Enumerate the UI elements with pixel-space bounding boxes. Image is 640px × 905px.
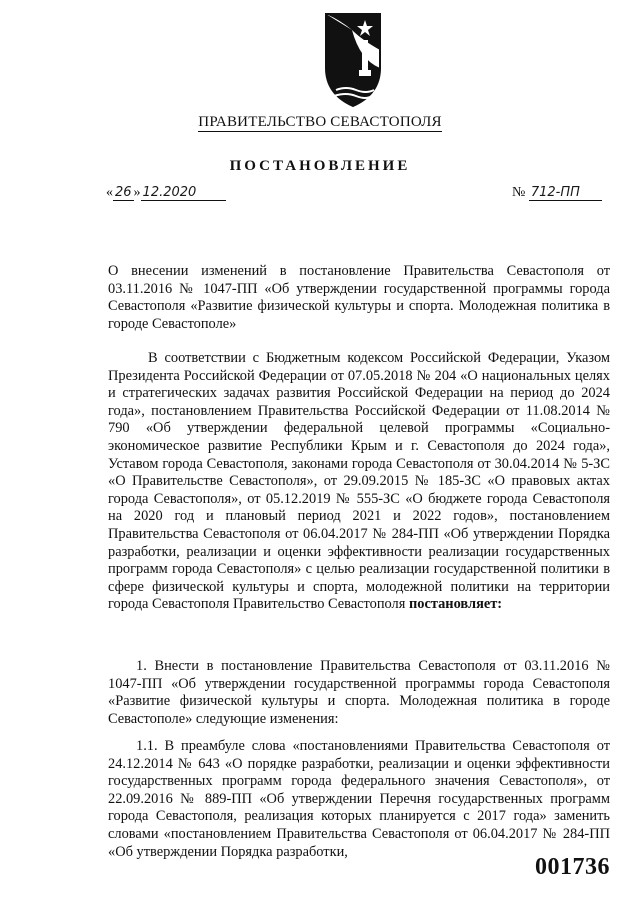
clause-1-1: 1.1. В преамбуле слова «постановлениями Правительства Севастополя от 24.12.2014 № 643 «О порядке разработки, реализации и оценки эффективности государственных программ города федерального значения Севастополя», от 22.09.2016 № 889-ПП «Об утверждении Перечня государственных программ города Севастополя, реализация которых планируется с 2017 года» заменить словами «постановлением Правительства Севастополя от 06.04.2017 № 284-ПП «Об утверждении Порядка разработки, [108, 738, 610, 860]
date-close-quote: » [133, 185, 141, 200]
decree-word: постановляет: [408, 596, 503, 613]
preamble-paragraph [108, 350, 610, 614]
document-subject: О внесении изменений в постановление Правительства Севастополя от 03.11.2016 № 1047-ПП «Об утверждении государственной программы города Севастополя «Развитие физической культуры и спорта. Молодежная политика в городе Севастополе» [108, 263, 610, 332]
issuer-text: ПРАВИТЕЛЬСТВО СЕВАСТОПОЛЯ [198, 114, 442, 130]
number-sign: № [512, 185, 526, 200]
preamble-text: В соответствии с Бюджетным кодексом Российской Федерации, Указом Президента Российской Федерации от 07.05.2018 № 204 «О национальных целях и стратегических задачах развития Российской Федерации на период до 2024 года», постановлением Правительства Российской Федерации от 11.08.2014 № 790 «Об утверждении федеральной целевой программы «Социально-экономическое развитие Республики Крым и г. Севастополя до 2024 года», Уставом города Севастополя, законами города Севастополя от 30.04.2014 № 5-ЗС «О Правительстве Севастополя», от 29.09.2015 № 185-ЗС «О правовых актах города Севастополя», от 05.12.2019 № 555-ЗС «О бюджете города Севастополя на 2020 год и плановый период 2021 и 2022 годов», постановлением Правительства Севастополя от 06.04.2017 № 284-ПП «Об утверждении Порядка разработки, реализации и оценки эффективности реализации государственных программ города Севастополя» с целью реализации государственной политики в сфере физической культуры и спорта, молодежной политики на территории города Севастополя Правительство Севастополя [108, 350, 610, 613]
sevastopol-coat-of-arms-icon [322, 10, 384, 110]
document-number [512, 185, 602, 201]
date-month-year: 12.2020 [141, 185, 227, 201]
document-type-title: ПОСТАНОВЛЕНИЕ [229, 158, 411, 174]
date-day: 26 [115, 185, 132, 200]
number-value: 712-ПП [529, 185, 602, 201]
serial-stamp: 001736 [535, 854, 610, 880]
document-date [106, 185, 226, 201]
issuer-heading [0, 114, 640, 131]
clause-1: 1. Внести в постановление Правительства Севастополя от 03.11.2016 № 1047-ПП «Об утверждении государственной программы города Севастополя «Развитие физической культуры и спорта. Молодежная политика в городе Севастополе» следующие изменения: [108, 658, 610, 727]
date-open-quote: « [106, 185, 113, 200]
